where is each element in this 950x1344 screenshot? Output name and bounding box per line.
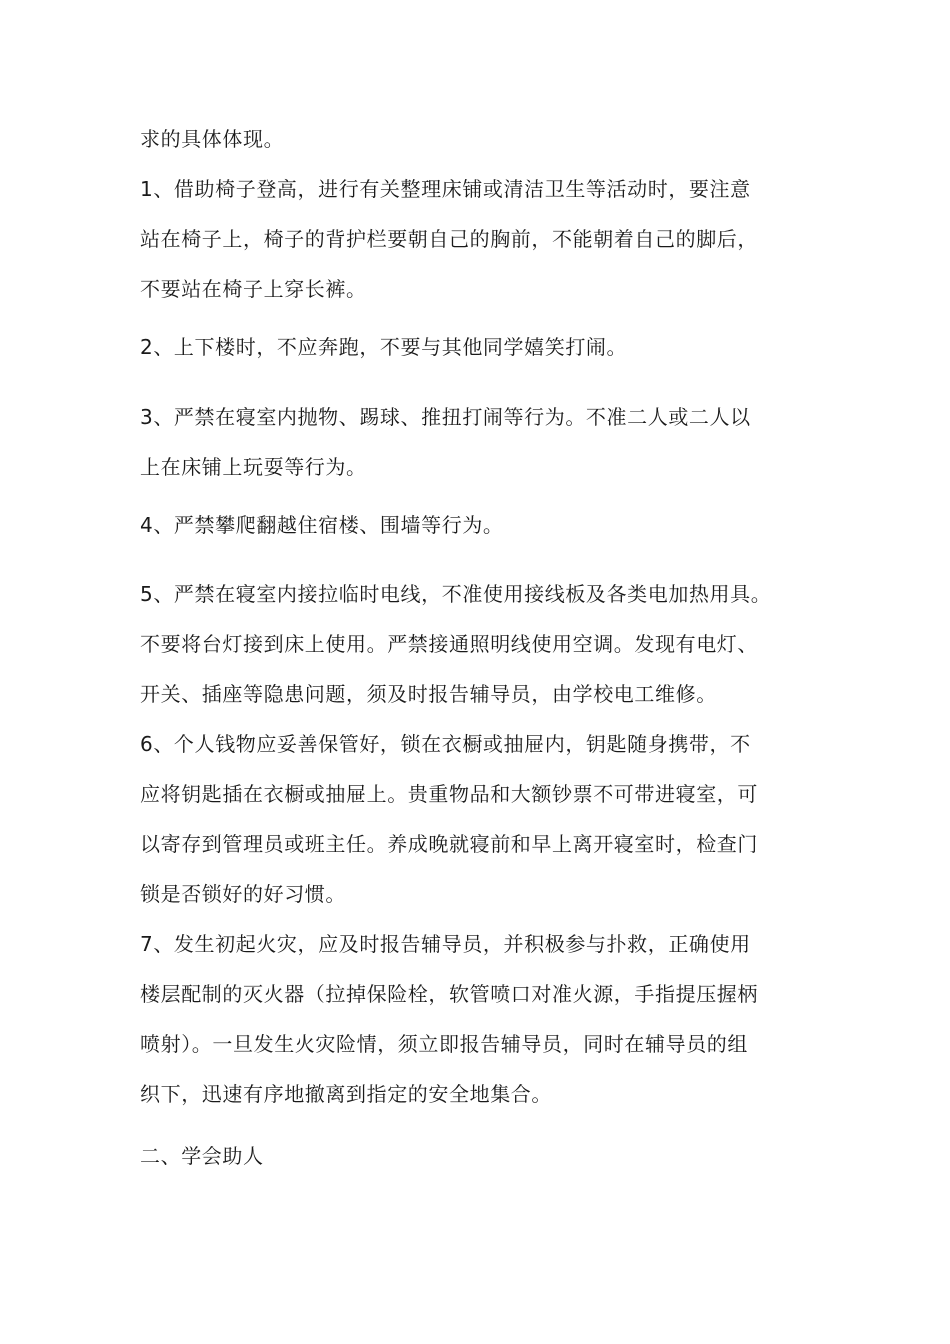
text-line-2: 1、借助椅子登高，进行有关整理床铺或清洁卫生等活动时，要注意: [140, 177, 751, 201]
text-line-6: 3、严禁在寝室内抛物、踢球、推扭打闹等行为。不准二人或二人以: [140, 405, 751, 429]
text-line-14: 以寄存到管理员或班主任。养成晚就寝前和早上离开寝室时，检查门: [140, 832, 758, 856]
text-line-16: 7、发生初起火灾，应及时报告辅导员，并积极参与扑救，正确使用: [140, 932, 751, 956]
text-line-4: 不要站在椅子上穿长裤。: [140, 277, 367, 301]
text-line-9: 5、严禁在寝室内接拉临时电线，不准使用接线板及各类电加热用具。: [140, 582, 772, 606]
text-line-15: 锁是否锁好的好习惯。: [140, 882, 346, 906]
text-line-7: 上在床铺上玩耍等行为。: [140, 455, 367, 479]
text-line-8: 4、严禁攀爬翻越住宿楼、围墙等行为。: [140, 513, 504, 537]
text-line-10: 不要将台灯接到床上使用。严禁接通照明线使用空调。发现有电灯、: [140, 632, 758, 656]
text-line-11: 开关、插座等隐患问题，须及时报告辅导员，由学校电工维修。: [140, 682, 717, 706]
text-line-18: 喷射）。一旦发生火灾险情，须立即报告辅导员，同时在辅导员的组: [140, 1032, 748, 1056]
section-heading: 二、学会助人: [140, 1144, 264, 1168]
text-line-17: 楼层配制的灭火器（拉掉保险栓，软管喷口对准火源，手指提压握柄: [140, 982, 758, 1006]
text-line-13: 应将钥匙插在衣橱或抽屉上。贵重物品和大额钞票不可带进寝室，可: [140, 782, 758, 806]
text-line-3: 站在椅子上，椅子的背护栏要朝自己的胸前，不能朝着自己的脚后，: [140, 227, 758, 251]
text-line-19: 织下，迅速有序地撤离到指定的安全地集合。: [140, 1082, 552, 1106]
text-line-1: 求的具体体现。: [140, 127, 285, 151]
text-line-12: 6、个人钱物应妥善保管好，锁在衣橱或抽屉内，钥匙随身携带，不: [140, 732, 751, 756]
text-line-5: 2、上下楼时，不应奔跑，不要与其他同学嬉笑打闹。: [140, 335, 628, 359]
